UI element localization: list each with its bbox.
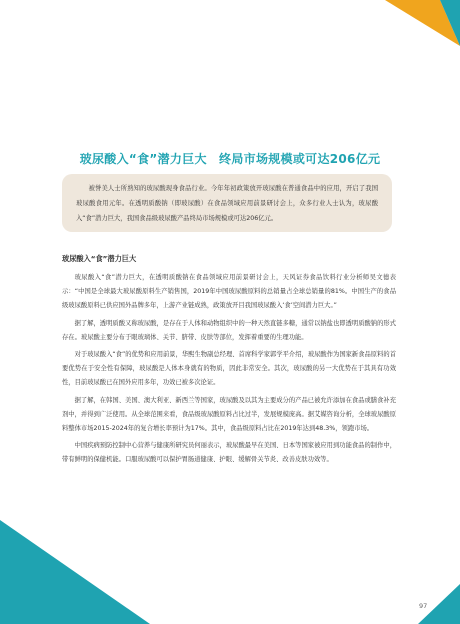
body-paragraph: 玻尿酸入“食”潜力巨大，在透明质酸钠在食品领域应用前景研讨会上，天风证券食品饮料行业分析师吴文德表示：“中国是全球最大玻尿酸原料生产销售国，2019年中国玻尿酸原料的总销量占全球总销量的81%。中国生产的食品级玻尿酸原料已供应国外品牌多年，上游产业链成熟，政策放开目我国玻尿酸入‘食’空间潜力巨大。” — [62, 274, 396, 310]
body-paragraph: 中国疾病预防控制中心营养与健康所研究员何丽表示，玻尿酸最早在美国、日本等国家被应用到功能食品的制作中，带有鲜明的保健机能。口服玻尿酸可以保护胃肠道健康、护眼、缓解骨关节炎、改善皮肤功效等。 — [62, 442, 396, 464]
article-title: 玻尿酸入“食”潜力巨大 终局市场规模或可达206亿元 — [79, 152, 381, 166]
page-number: 97 — [419, 602, 428, 610]
body-paragraph: 对于玻尿酸入“食”的优势和应用前景，华熙生物副总经理、首席科学家郭学平介绍，玻尿酸作为国家新食品原料的首要优势在于安全性有保障，玻尿酸是人体本身就有的物质，因此非常安全。其次，玻尿酸的另一大优势在于其具有功效性，目前玻尿酸已在国外应用多年，功效已被多次论证。 — [62, 351, 396, 387]
corner-decoration-bottom-left — [0, 520, 150, 624]
teal-triangle — [0, 520, 150, 624]
corner-decoration-top-right — [385, 0, 460, 60]
section-heading: 玻尿酸入“食”潜力巨大 — [62, 254, 137, 263]
body-paragraph: 据了解，在韩国、美国、澳大利亚、新西兰等国家，玻尿酸及以其为主要成分的产品已被允许添加在食品或膳食补充剂中，并得到广泛使用。从全球范围来看，食品级玻尿酸原料占比过半，发展规模庞高。据艾媒咨询分析，全球玻尿酸原料整体市场2015-2024年的复合增长率预计为17%。其中，食品级原料占比在2019年达到48.3%，领跑市场。 — [62, 396, 396, 433]
abstract-box: 被誉美人士所熟知的玻尿酸现身食品行业。今年年初政策放开玻尿酸在普通食品中的应用，开启了我国玻尿酸食用元年。在透明质酸钠（即玻尿酸）在食品领域应用前景研讨会上，众多行业人士认为，玻尿酸入“食”潜力巨大，我国食品级玻尿酸产品终局市场规模或可达206亿元。 — [62, 174, 392, 232]
article-body — [62, 271, 396, 471]
body-paragraph: 据了解，透明质酸又称玻尿酸，是存在于人体和动物组织中的一种天然直链多糖，通常以钠盐也即透明质酸钠的形式存在。玻尿酸主要分布于眼玻璃体、关节、脐带、皮肤等部位，发挥着重要的生理功能。 — [62, 319, 396, 341]
